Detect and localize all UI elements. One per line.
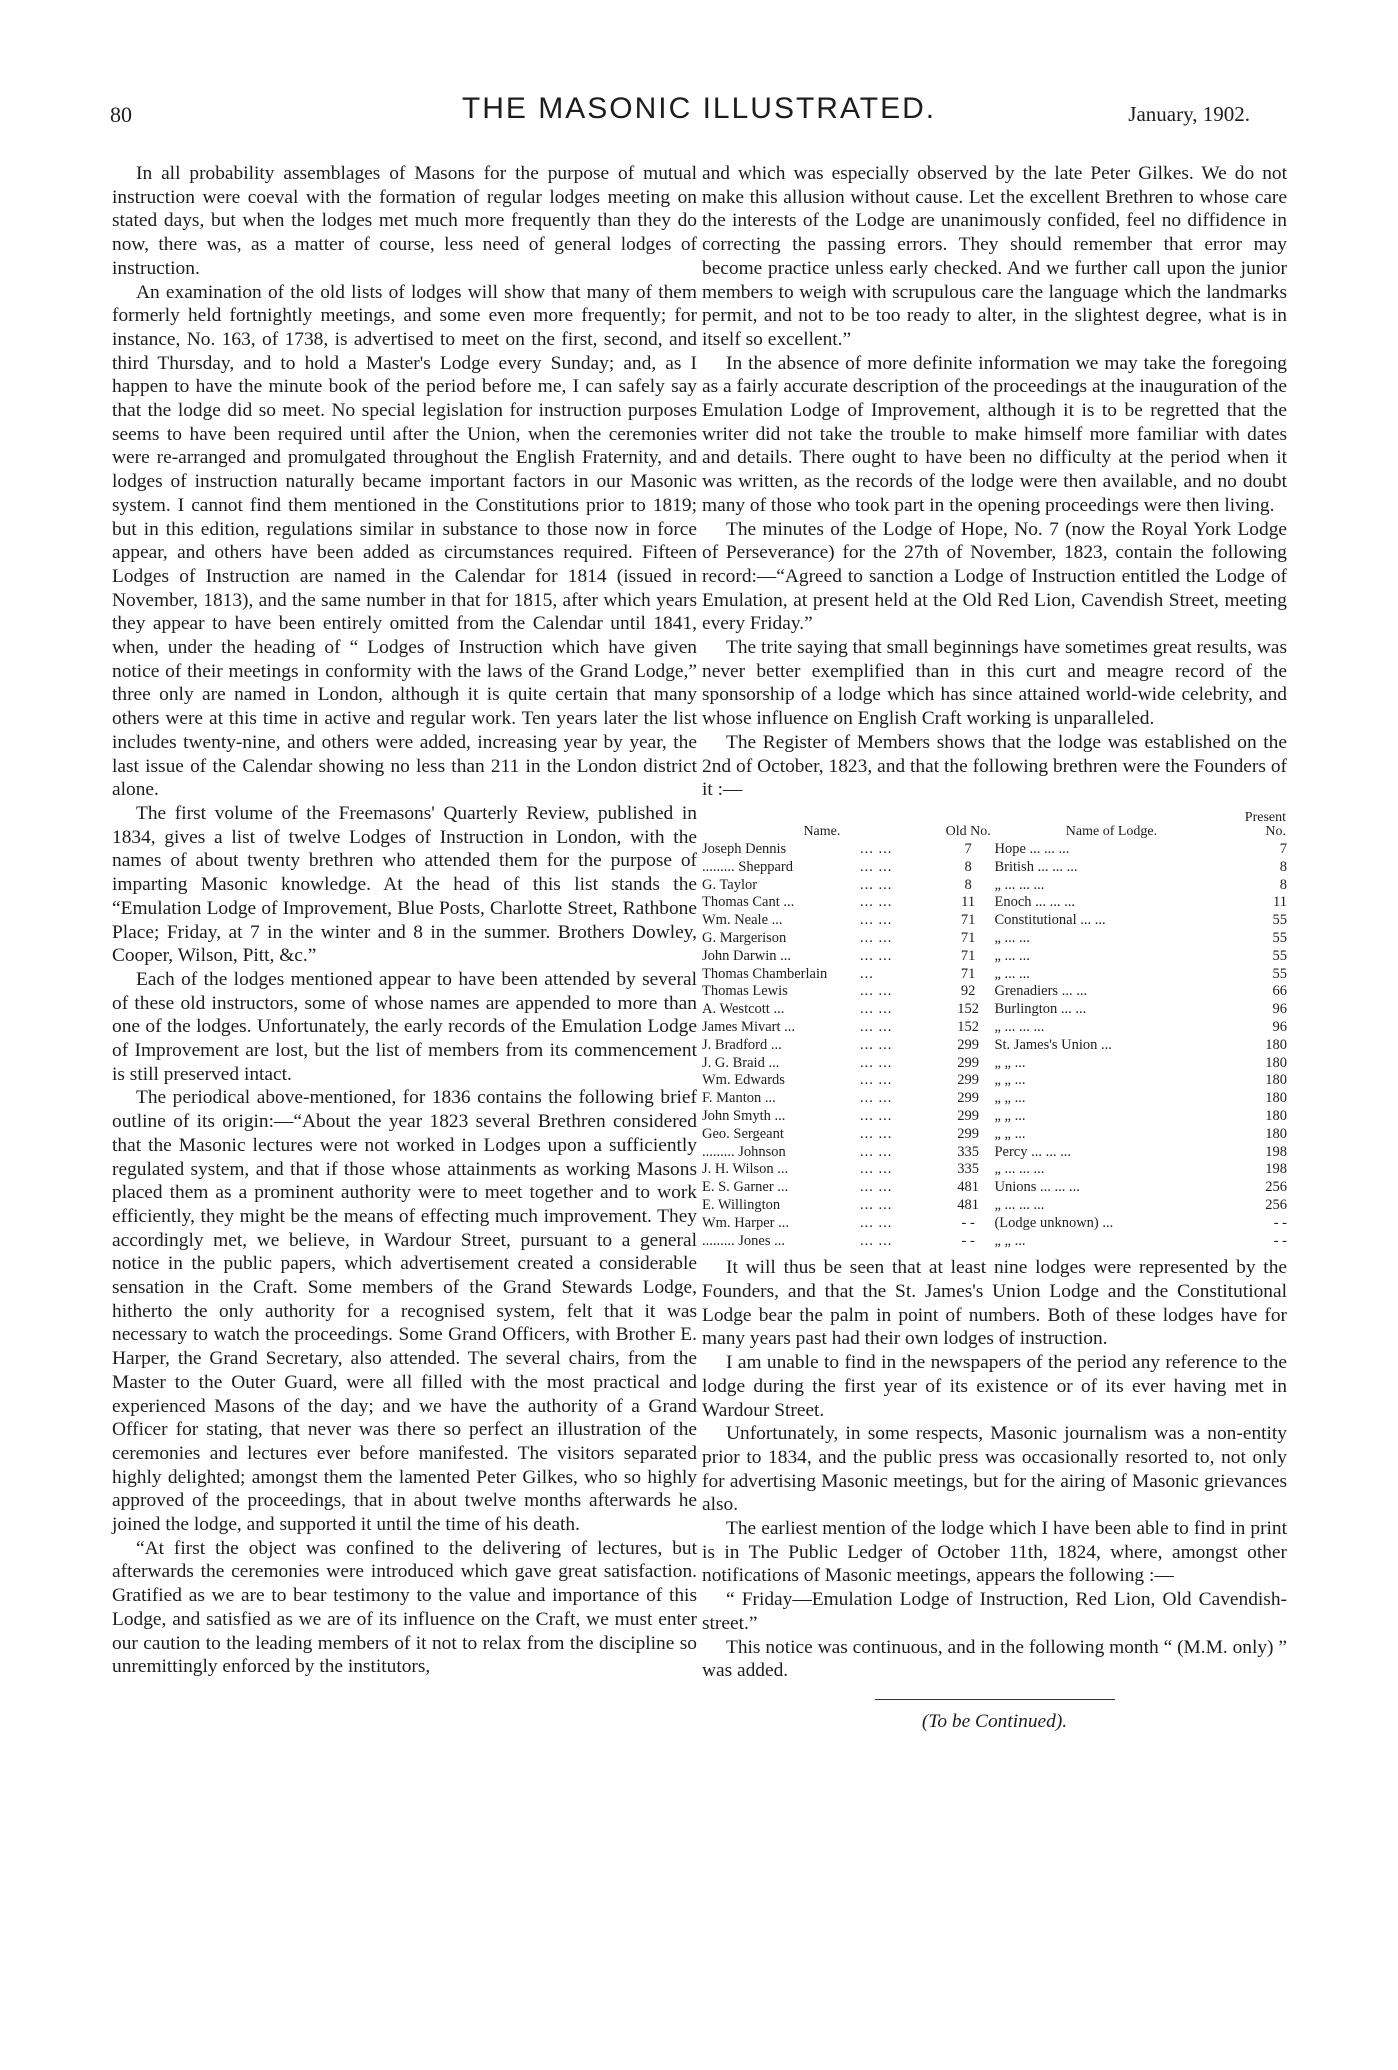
lodge-name: „ „ ... bbox=[994, 1125, 1026, 1142]
founder-name: E. S. Garner ... bbox=[702, 1179, 789, 1196]
present-number: 96 bbox=[1272, 1001, 1287, 1018]
leader-dots: ... ... bbox=[859, 840, 893, 857]
present-number: 180 bbox=[1265, 1125, 1287, 1142]
publication-title: THE MASONIC ILLUSTRATED. bbox=[461, 92, 937, 125]
founder-name: J. Bradford ... bbox=[702, 1036, 782, 1053]
paragraph: The periodical above-mentioned, for 1836 contains the following brief outline of its origin:—“About the year 1823 several Brethren considered that the Masonic lectures were not worked in Lodges upon a sufficiently regulated system, and that if those whose attainments as working Masons placed them as a prominent authority were to meet together and to work efficiently, they might be the means of effecting much improvement. They accordingly met, we believe, in Wardour Street, pursuant to a general notice in the public papers, which advertisement created a considerable sensation in the Craft. Some members of the Grand Stewards Lodge, hitherto the only authority for a recognised system, felt that it was necessary to watch the proceedings. Some Grand Officers, with Brother E. Harper, the Grand Secretary, also attended. The several chairs, from the Master to the Outer Guard, were all filled with the most practical and experienced Masons of the day; and we have the authority of a Grand Officer for stating, that never was there so perfect an illustration of the ceremonies and lectures ever before manifested. The visitors separated highly delighted; amongst them the lamented Peter Gilkes, who so highly approved of the proceedings, that in about twelve months afterwards he joined the lodge, and supported it until the time of his death. bbox=[112, 1087, 697, 1536]
paragraph: The minutes of the Lodge of Hope, No. 7 (now the Royal York Lodge of Perseverance) for the 27th of November, 1823, contain the following record:—“Agreed to sanction a Lodge of Instruction entitled the Lodge of Emulation, at present held at the Old Red Lion, Cavendish Street, meeting every Friday.” bbox=[702, 518, 1287, 635]
leader-dots: ... ... bbox=[859, 1232, 893, 1249]
founder-name: Thomas Lewis bbox=[702, 983, 788, 1000]
leader-dots: ... ... bbox=[859, 1107, 893, 1124]
leader-dots: ... ... bbox=[859, 929, 893, 946]
old-number: 481 bbox=[957, 1179, 980, 1196]
table-row bbox=[702, 1019, 1287, 1037]
founder-name: F. Manton ... bbox=[702, 1090, 776, 1107]
lodge-name: „ „ ... bbox=[994, 1107, 1026, 1124]
lodge-name: „ ... ... ... bbox=[994, 1196, 1045, 1213]
leader-dots: ... ... bbox=[859, 858, 893, 875]
present-number: - - bbox=[1273, 1232, 1287, 1249]
table-row bbox=[702, 983, 1287, 1001]
table-row bbox=[702, 912, 1287, 930]
old-number: 152 bbox=[957, 1001, 980, 1018]
paragraph: Unfortunately, in some respects, Masonic journalism was a non-entity prior to 1834, and the public press was occasionally resorted to, not only for advertising Masonic meetings, but for the airing of Masonic grievances also. bbox=[702, 1423, 1287, 1516]
founder-name: A. Westcott ... bbox=[702, 1001, 785, 1018]
paragraph: Each of the lodges mentioned appear to have been attended by several of these old instructors, some of whose names are appended to more than one of the lodges. Unfortunately, the early records of the Emulation Lodge of Improvement are lost, but the list of members from its commencement is still preserved intact. bbox=[112, 968, 697, 1085]
header-lodge: Name of Lodge. bbox=[1065, 823, 1158, 839]
founder-name: Wm. Edwards bbox=[702, 1072, 785, 1089]
table-row bbox=[702, 948, 1287, 966]
paragraph: The Register of Members shows that the lodge was established on the 2nd of October, 1823, and that the following brethren were the Founders of it :— bbox=[702, 731, 1287, 801]
lodge-name: „ ... ... bbox=[994, 929, 1030, 946]
paragraph: The earliest mention of the lodge which I have been able to find in print is in The Public Ledger of October 11th, 1824, where, amongst other notifications of Masonic meetings, appears the following :— bbox=[702, 1518, 1287, 1587]
old-number: 335 bbox=[957, 1143, 980, 1160]
present-number: 8 bbox=[1279, 876, 1287, 893]
present-number: 66 bbox=[1272, 983, 1287, 1000]
leader-dots: ... ... bbox=[859, 983, 893, 1000]
old-number: 71 bbox=[960, 912, 976, 929]
lodge-name: St. James's Union ... bbox=[994, 1036, 1112, 1053]
old-number: - - bbox=[961, 1214, 975, 1231]
lodge-name: Burlington ... ... bbox=[994, 1001, 1087, 1018]
old-number: 299 bbox=[957, 1125, 980, 1142]
table-row bbox=[702, 841, 1287, 859]
paragraph: The first volume of the Freemasons' Quarterly Review, published in 1834, gives a list of twelve Lodges of Instruction in London, with the names of about twenty brethren who attended them for the purpose of imparting Masonic knowledge. At the head of this list stands the “Emulation Lodge of Improvement, Blue Posts, Charlotte Street, Rathbone Place; Friday, at 7 in the winter and 8 in the summer. Brothers Dowley, Cooper, Wilson, Pitt, &c.” bbox=[112, 802, 697, 967]
table-row bbox=[702, 1197, 1287, 1215]
lodge-name: Unions ... ... ... bbox=[994, 1179, 1080, 1196]
lodge-name: (Lodge unknown) ... bbox=[994, 1214, 1114, 1231]
present-number: 180 bbox=[1265, 1090, 1287, 1107]
paragraph: This notice was continuous, and in the following month “ (M.M. only) ” was added. bbox=[702, 1636, 1287, 1682]
present-number: 55 bbox=[1272, 929, 1287, 946]
lodge-name: „ „ ... bbox=[994, 1090, 1026, 1107]
present-number: 55 bbox=[1272, 965, 1287, 982]
table-row bbox=[702, 1108, 1287, 1126]
old-number: 8 bbox=[964, 858, 972, 875]
header-old-no: Old No. bbox=[945, 823, 991, 839]
founder-name: J. G. Braid ... bbox=[702, 1054, 780, 1071]
lodge-name: „ ... ... ... bbox=[994, 1018, 1045, 1035]
present-number: 256 bbox=[1265, 1179, 1287, 1196]
lodge-name: „ „ ... bbox=[994, 1072, 1026, 1089]
old-number: 71 bbox=[960, 965, 976, 982]
founder-name: ......... Jones ... bbox=[702, 1232, 785, 1249]
present-number: 198 bbox=[1265, 1143, 1287, 1160]
table-row bbox=[702, 859, 1287, 877]
table-header-row bbox=[702, 810, 1287, 841]
table-row bbox=[702, 1233, 1287, 1251]
present-number: 11 bbox=[1273, 894, 1287, 911]
leader-dots: ... ... bbox=[859, 1090, 893, 1107]
header-present-no: Present No. bbox=[1244, 809, 1286, 839]
old-number: 71 bbox=[960, 947, 976, 964]
old-number: 7 bbox=[964, 840, 972, 857]
old-number: 71 bbox=[960, 929, 976, 946]
present-number: 180 bbox=[1265, 1036, 1287, 1053]
lodge-name: „ ... ... bbox=[994, 947, 1030, 964]
divider bbox=[875, 1699, 1115, 1700]
table-row bbox=[702, 894, 1287, 912]
left-column bbox=[112, 162, 697, 1679]
leader-dots: ... ... bbox=[859, 1054, 893, 1071]
old-number: 11 bbox=[961, 894, 976, 911]
leader-dots: ... ... bbox=[859, 1179, 893, 1196]
lodge-name: „ ... ... bbox=[994, 965, 1030, 982]
old-number: 481 bbox=[957, 1196, 980, 1213]
old-number: 8 bbox=[964, 876, 972, 893]
present-number: 55 bbox=[1272, 947, 1287, 964]
founders-table bbox=[702, 810, 1287, 1250]
page-number: 80 bbox=[110, 102, 132, 127]
old-number: 299 bbox=[957, 1054, 980, 1071]
founder-name: Thomas Cant ... bbox=[702, 894, 795, 911]
table-row bbox=[702, 1072, 1287, 1090]
founder-name: James Mivart ... bbox=[702, 1018, 796, 1035]
table-row bbox=[702, 1055, 1287, 1073]
present-number: 180 bbox=[1265, 1072, 1287, 1089]
table-row bbox=[702, 1179, 1287, 1197]
table-row bbox=[702, 1144, 1287, 1162]
table-row bbox=[702, 1215, 1287, 1233]
lodge-name: Constitutional ... ... bbox=[994, 912, 1106, 929]
leader-dots: ... ... bbox=[859, 1196, 893, 1213]
issue-date: January, 1902. bbox=[1128, 102, 1250, 126]
founder-name: G. Margerison bbox=[702, 929, 787, 946]
paragraph: It will thus be seen that at least nine lodges were represented by the Founders, and that the St. James's Union Lodge and the Constitutional Lodge bear the palm in point of numbers. Both of these lodges have for many years past had their own lodges of instruction. bbox=[702, 1257, 1287, 1350]
lodge-name: „ „ ... bbox=[994, 1054, 1026, 1071]
present-number: 180 bbox=[1265, 1054, 1287, 1071]
leader-dots: ... ... bbox=[859, 876, 893, 893]
paragraph: I am unable to find in the newspapers of the period any reference to the lodge during the first year of its existence or of its ever having met in Wardour Street. bbox=[702, 1352, 1287, 1421]
lodge-name: Enoch ... ... ... bbox=[994, 894, 1076, 911]
table-row bbox=[702, 930, 1287, 948]
old-number: 299 bbox=[957, 1072, 980, 1089]
founder-name: ......... Sheppard bbox=[702, 858, 794, 875]
lodge-name: „ ... ... ... bbox=[994, 1161, 1045, 1178]
lodge-name: Hope ... ... ... bbox=[994, 840, 1070, 857]
founder-name: E. Willington bbox=[702, 1196, 781, 1213]
present-number: 180 bbox=[1265, 1107, 1287, 1124]
table-row bbox=[702, 1001, 1287, 1019]
founders-table-body bbox=[702, 841, 1287, 1250]
old-number: 299 bbox=[957, 1036, 980, 1053]
old-number: 299 bbox=[957, 1107, 980, 1124]
founder-name: Wm. Harper ... bbox=[702, 1214, 789, 1231]
leader-dots: ... ... bbox=[859, 1072, 893, 1089]
present-number: 7 bbox=[1279, 840, 1287, 857]
paragraph: The trite saying that small beginnings have sometimes great results, was never better exemplified than in this curt and meagre record of the sponsorship of a lodge which has since attained world-wide celebrity, and whose influence on English Craft working is unparalleled. bbox=[702, 637, 1287, 730]
right-column bbox=[702, 162, 1287, 1734]
present-number: 96 bbox=[1272, 1018, 1287, 1035]
founder-name: John Smyth ... bbox=[702, 1107, 786, 1124]
present-number: - - bbox=[1273, 1214, 1287, 1231]
continued-note: (To be Continued). bbox=[921, 1710, 1068, 1732]
lodge-name: Percy ... ... ... bbox=[994, 1143, 1071, 1160]
paragraph: “ Friday—Emulation Lodge of Instruction, Red Lion, Old Cavendish-street.” bbox=[702, 1589, 1287, 1634]
leader-dots: ... ... bbox=[859, 1214, 893, 1231]
leader-dots: ... ... bbox=[859, 1143, 893, 1160]
leader-dots: ... bbox=[859, 965, 874, 982]
header-name: Name. bbox=[803, 823, 841, 839]
leader-dots: ... ... bbox=[859, 1036, 893, 1053]
page-header bbox=[0, 92, 1398, 132]
table-row bbox=[702, 1090, 1287, 1108]
table-row bbox=[702, 877, 1287, 895]
founder-name: ......... Johnson bbox=[702, 1143, 786, 1160]
leader-dots: ... ... bbox=[859, 1018, 893, 1035]
lodge-name: Grenadiers ... ... bbox=[994, 983, 1088, 1000]
table-row bbox=[702, 1126, 1287, 1144]
founder-name: Joseph Dennis bbox=[702, 840, 787, 857]
lodge-name: „ „ ... bbox=[994, 1232, 1026, 1249]
leader-dots: ... ... bbox=[859, 894, 893, 911]
founder-name: G. Taylor bbox=[702, 876, 758, 893]
lodge-name: British ... ... ... bbox=[994, 858, 1078, 875]
founder-name: Geo. Sergeant bbox=[702, 1125, 784, 1142]
paragraph: In the absence of more definite information we may take the foregoing as a fairly accurate description of the proceedings at the inauguration of the Emulation Lodge of Improvement, although it is to be regretted that the writer did not take the trouble to make himself more familiar with dates and details. There ought to have been no difficulty at the period when it was written, as the records of the lodge were then available, and no doubt many of those who took part in the opening proceedings were then living. bbox=[702, 352, 1287, 516]
leader-dots: ... ... bbox=[859, 912, 893, 929]
leader-dots: ... ... bbox=[859, 1161, 893, 1178]
leader-dots: ... ... bbox=[859, 947, 893, 964]
old-number: 335 bbox=[957, 1161, 980, 1178]
table-row bbox=[702, 1161, 1287, 1179]
leader-dots: ... ... bbox=[859, 1001, 893, 1018]
present-number: 8 bbox=[1279, 858, 1287, 875]
present-number: 256 bbox=[1265, 1196, 1287, 1213]
old-number: - - bbox=[961, 1232, 975, 1249]
paragraph: An examination of the old lists of lodges will show that many of them formerly held fortnightly meetings, and some even more frequently; for instance, No. 163, of 1738, is advertised to meet on the first, second, and third Thursday, and to hold a Master's Lodge every Sunday; and, as I happen to have the minute book of the period before me, I can safely say that the lodge did so meet. No special legislation for instruction purposes seems to have been required until after the Union, when the ceremonies were re-arranged and promulgated throughout the English Fraternity, and lodges of instruction naturally became important factors in our Masonic system. I cannot find them mentioned in the Constitutions prior to 1819; but in this edition, regulations similar in substance to those now in force appear, and others have been added as circumstances required. Fifteen Lodges of Instruction are named in the Calendar for 1814 (issued in November, 1813), and the same number in that for 1815, after which years they appear to have been entirely omitted from the Calendar until 1841, when, under the heading of “ Lodges of Instruction which have given notice of their meetings in conformity with the laws of the Grand Lodge,” three only are named in London, although it is quite certain that many others were at this time in active and regular work. Ten years later the list includes twenty-nine, and others were added, increasing year by year, the last issue of the Calendar showing no less than 211 in the London district alone. bbox=[112, 281, 697, 801]
paragraph: “At first the object was confined to the delivering of lectures, but afterwards the ceremonies were introduced which gave great satisfaction. Gratified as we are to bear testimony to the value and importance of this Lodge, and satisfied as we are of its influence on the Craft, we must enter our caution to the leading members of it not to relax from the discipline so unremittingly enforced by the institutors, bbox=[112, 1537, 697, 1678]
founder-name: John Darwin ... bbox=[702, 947, 792, 964]
present-number: 55 bbox=[1272, 912, 1287, 929]
table-row bbox=[702, 966, 1287, 984]
old-number: 92 bbox=[960, 983, 976, 1000]
present-number: 198 bbox=[1265, 1161, 1287, 1178]
paragraph: and which was especially observed by the late Peter Gilkes. We do not make this allusion without cause. Let the excellent Brethren to whose care the interests of the Lodge are unanimously confided, feel no diffidence in correcting the passing errors. They should remember that error may become practice unless early checked. And we further call upon the junior members to weigh with scrupulous care the language which the landmarks permit, and not to be too ready to alter, in the slightest degree, what is in itself so excellent.” bbox=[702, 163, 1287, 350]
paragraph: In all probability assemblages of Masons for the purpose of mutual instruction were coeval with the formation of regular lodges meeting on stated days, but when the lodges met much more frequently than they do now, there was, as a matter of course, less need of general lodges of instruction. bbox=[112, 163, 697, 279]
lodge-name: „ ... ... ... bbox=[994, 876, 1045, 893]
founder-name: Thomas Chamberlain bbox=[702, 965, 828, 982]
table-row bbox=[702, 1037, 1287, 1055]
founder-name: J. H. Wilson ... bbox=[702, 1161, 789, 1178]
leader-dots: ... ... bbox=[859, 1125, 893, 1142]
old-number: 299 bbox=[957, 1090, 980, 1107]
old-number: 152 bbox=[957, 1018, 980, 1035]
founder-name: Wm. Neale ... bbox=[702, 912, 783, 929]
